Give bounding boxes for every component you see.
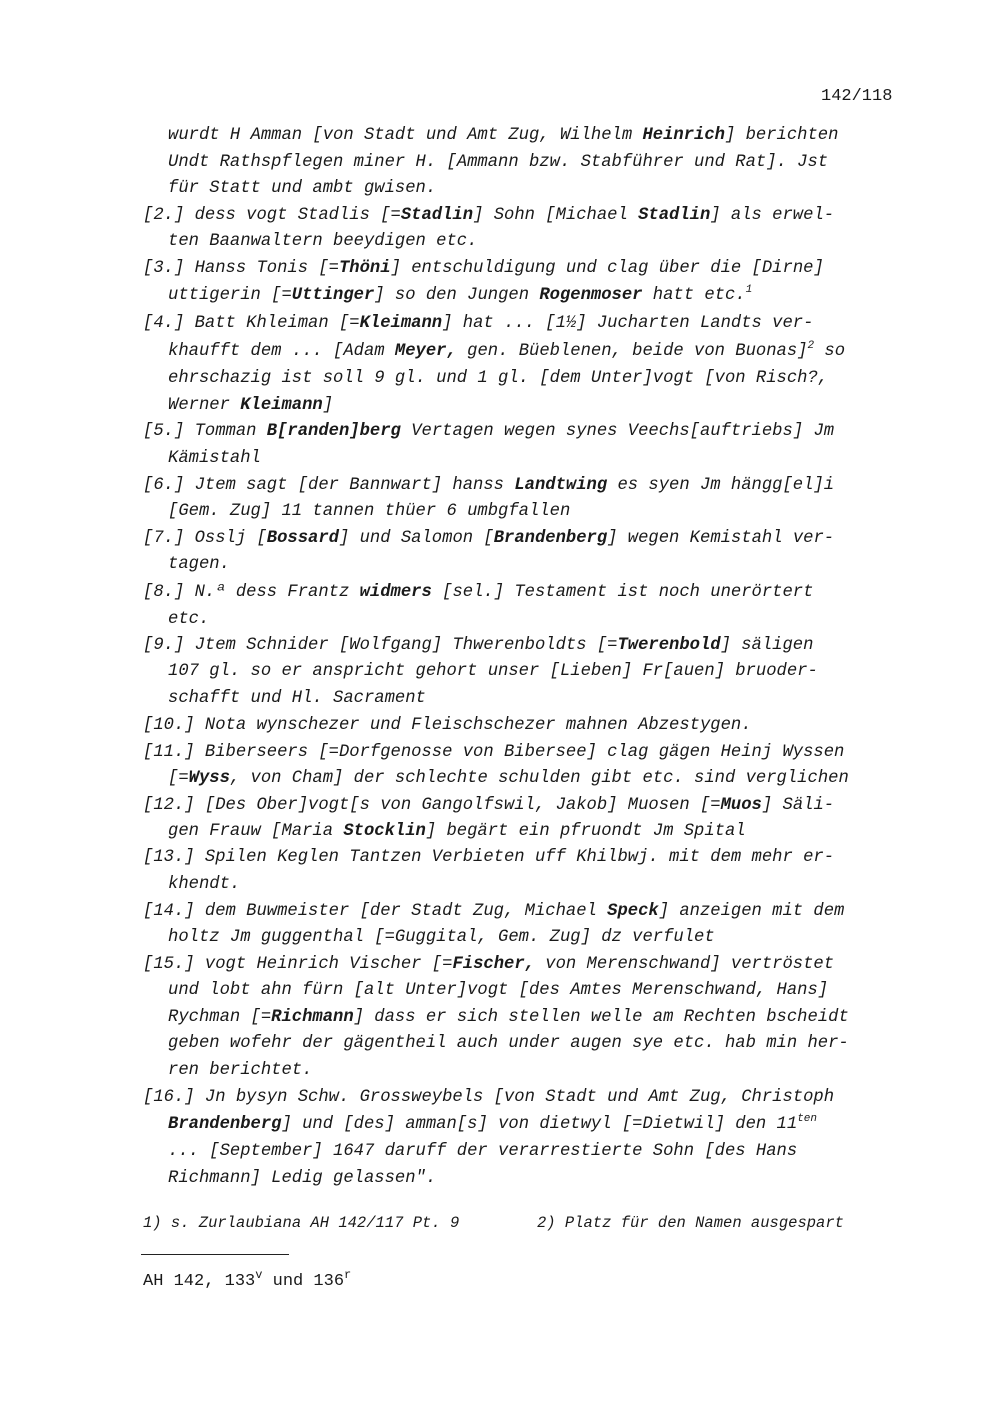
text-line [168, 1169, 436, 1189]
text-segment: [8.] N.ª dess Frantz [143, 583, 360, 602]
text-line [168, 1115, 817, 1135]
text-segment: [14.] dem Buwmeister [der Stadt Zug, Michael [143, 902, 608, 921]
text-line [143, 796, 834, 816]
text-segment: ] als erwel- [710, 206, 835, 225]
text-segment: [13.] Spilen Keglen Tantzen Verbieten uff Khilbwj. mit dem mehr er- [143, 848, 835, 867]
text-line [143, 206, 834, 226]
text-segment: [2.] dess vogt Stadlis [= [143, 206, 401, 225]
source-sup-b: r [344, 1268, 352, 1282]
text-segment: und lobt ahn fürn [alt Unter]vogt [des Amtes Merenschwand, Hans] [168, 981, 829, 1000]
page-number: 142/118 [821, 87, 893, 106]
text-segment: Rychman [= [168, 1008, 272, 1027]
text-segment: es syen Jm hängg[el]i [607, 476, 835, 495]
text-line [168, 286, 752, 306]
text-segment: Vertagen wegen synes Veechs[auftriebs] Jm [400, 422, 835, 441]
text-segment: ] und Salomon [ [338, 529, 494, 548]
text-segment: [= [168, 769, 189, 788]
text-line [143, 743, 844, 763]
text-segment: ] entschuldigung und clag über die [Dirne] [390, 259, 824, 278]
text-line [168, 396, 333, 416]
text-line [143, 1088, 834, 1108]
text-segment: ] dass er sich stellen welle am Rechten bscheidt [353, 1008, 849, 1027]
text-line [143, 848, 834, 868]
surname-bold: Uttinger [291, 286, 375, 305]
text-line [143, 259, 824, 279]
text-segment: Richmann] Ledig gelassen". [168, 1169, 437, 1188]
surname-bold: Meyer, [394, 342, 457, 361]
text-line [168, 449, 261, 469]
text-line [168, 153, 828, 173]
surname-bold: Landtwing [514, 476, 608, 495]
text-segment: Werner [168, 396, 241, 415]
text-segment: ren berichtet. [168, 1061, 313, 1080]
source-text-a: AH 142, 133 [143, 1272, 256, 1291]
text-segment: [6.] Jtem sagt [der Bannwart] hanss [143, 476, 515, 495]
text-segment: wurdt H Amman [von Stadt und Amt Zug, Wilhelm [168, 126, 643, 145]
surname-bold: B[randen]berg [266, 422, 401, 441]
surname-bold: Fischer, [452, 955, 535, 974]
text-segment: [7.] Osslj [ [143, 529, 267, 548]
text-line [143, 476, 834, 496]
superscript: 2 [807, 340, 815, 352]
surname-bold: Brandenberg [493, 529, 608, 548]
surname-bold: widmers [359, 583, 432, 602]
text-line [143, 716, 752, 736]
text-segment: [10.] Nota wynschezer und Fleischschezer mahnen Abzestygen. [143, 716, 752, 735]
text-line [168, 689, 426, 709]
source-sup-a: v [255, 1268, 263, 1282]
text-segment: [15.] vogt Heinrich Vischer [= [143, 955, 453, 974]
text-segment: Kämistahl [168, 449, 261, 468]
superscript: 1 [745, 284, 753, 296]
text-line [143, 314, 813, 334]
surname-bold: Brandenberg [168, 1115, 282, 1134]
surname-bold: Twerenbold [617, 636, 721, 655]
surname-bold: Richmann [271, 1008, 354, 1027]
text-line [143, 529, 834, 549]
text-line [168, 822, 746, 842]
text-segment: so [814, 342, 846, 361]
text-segment: , von Cham] der schlechte schulden gibt etc. sind verglichen [229, 769, 849, 788]
text-line [168, 875, 240, 895]
text-line [168, 555, 230, 575]
surname-bold: Thöni [338, 259, 391, 278]
text-segment: ] begärt ein pfruondt Jm Spital [425, 822, 746, 841]
surname-bold: Rogenmoser [539, 286, 643, 305]
text-segment: uttigerin [= [168, 286, 292, 305]
text-segment: ] [322, 396, 334, 415]
text-line [168, 610, 209, 630]
text-line [168, 1061, 312, 1081]
text-line [168, 232, 477, 252]
text-segment: gen. Büeblenen, beide von Buonas] [456, 342, 808, 361]
surname-bold: Speck [607, 902, 659, 921]
text-line [143, 636, 813, 656]
source-reference [143, 1268, 352, 1291]
text-segment: ] berichten [724, 126, 839, 145]
surname-bold: Kleimann [359, 314, 443, 333]
footnote-divider [141, 1254, 289, 1255]
text-segment: [3.] Hanss Tonis [= [143, 259, 339, 278]
text-segment: ten Baanwaltern beeydigen etc. [168, 232, 478, 251]
text-segment: khendt. [168, 875, 241, 894]
text-segment: [sel.] Testament ist noch unerörtert [431, 583, 814, 602]
text-segment: geben wofehr der gägentheil auch under augen sye etc. hab min her- [168, 1034, 849, 1053]
text-segment: [16.] Jn bysyn Schw. Grossweybels [von Stadt und Amt Zug, Christoph [143, 1088, 835, 1107]
text-line [168, 179, 436, 199]
surname-bold: Wyss [188, 769, 230, 788]
surname-bold: Kleimann [240, 396, 323, 415]
text-segment: schafft und Hl. Sacrament [168, 689, 426, 708]
footnote-1: 1) s. Zurlaubiana AH 142/117 Pt. 9 [143, 1214, 460, 1232]
text-line [168, 1034, 849, 1054]
surname-bold: Muos [720, 796, 762, 815]
text-segment: gen Frauw [Maria [168, 822, 344, 841]
text-line [143, 902, 844, 922]
text-line [168, 769, 849, 789]
footnote-2: 2) Platz für den Namen ausgespart [537, 1214, 844, 1232]
text-segment: [Gem. Zug] 11 tannen thüer 6 umbgfallen [168, 502, 571, 521]
text-segment: [11.] Biberseers [=Dorfgenosse von Bibersee] clag gägen Heinj Wyssen [143, 743, 845, 762]
text-line [168, 126, 838, 146]
text-segment: [4.] Batt Khleiman [= [143, 314, 360, 333]
text-segment: Undt Rathspflegen miner H. [Ammann bzw. Stabführer und Rat]. Jst [168, 153, 829, 172]
text-segment: tagen. [168, 555, 230, 574]
text-segment: [12.] [Des Ober]vogt[s von Gangolfswil, Jakob] Muosen [= [143, 796, 721, 815]
text-segment: ] Säli- [761, 796, 835, 815]
text-line [168, 1142, 797, 1162]
text-segment: [9.] Jtem Schnider [Wolfgang] Thwerenboldts [= [143, 636, 618, 655]
superscript: ten [797, 1113, 817, 1125]
text-segment: 107 gl. so er anspricht gehort unser [Lieben] Fr[auen] bruoder- [168, 662, 818, 681]
surname-bold: Stocklin [343, 822, 426, 841]
text-line [143, 422, 834, 442]
text-segment: khaufft dem ... [Adam [168, 342, 395, 361]
text-segment: ] säligen [720, 636, 814, 655]
surname-bold: Bossard [266, 529, 339, 548]
text-segment: ] anzeigen mit dem [658, 902, 845, 921]
text-segment: etc. [168, 610, 210, 629]
text-line [168, 342, 845, 362]
text-segment: holtz Jm guggenthal [=Guggital, Gem. Zug] dz verfulet [168, 928, 715, 947]
text-segment: für Statt und ambt gwisen. [168, 179, 437, 198]
surname-bold: Stadlin [638, 206, 711, 225]
text-line [168, 369, 828, 389]
text-segment: [5.] Tomman [143, 422, 267, 441]
surname-bold: Stadlin [400, 206, 474, 225]
text-segment: ehrschazig ist soll 9 gl. und 1 gl. [dem Unter]vogt [von Risch?, [168, 369, 829, 388]
source-text-b: und 136 [262, 1272, 345, 1291]
text-line [168, 662, 818, 682]
text-line [143, 583, 813, 603]
text-line [168, 981, 828, 1001]
text-segment: ] so den Jungen [374, 286, 540, 305]
text-segment: ] hat ... [1½] Jucharten Landts ver- [442, 314, 814, 333]
surname-bold: Heinrich [642, 126, 725, 145]
text-segment: ... [September] 1647 daruff der verarrestierte Sohn [des Hans [168, 1142, 798, 1161]
text-segment: von Merenschwand] vertröstet [534, 955, 835, 974]
text-line [168, 928, 715, 948]
text-line [168, 1008, 849, 1028]
text-segment: ] Sohn [Michael [473, 206, 639, 225]
text-line [143, 955, 834, 975]
text-line [168, 502, 570, 522]
text-segment: ] und [des] amman[s] von dietwyl [=Dietwil] den 11 [281, 1115, 798, 1134]
text-segment: ] wegen Kemistahl ver- [607, 529, 835, 548]
text-segment: hatt etc. [642, 286, 746, 305]
